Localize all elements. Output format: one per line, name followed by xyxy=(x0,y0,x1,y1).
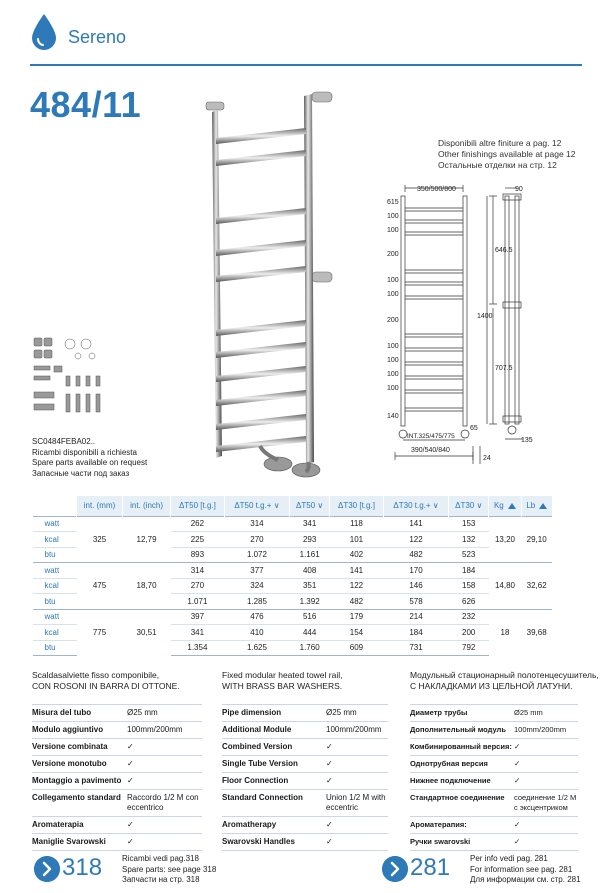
dim-interaxis: INT.325/475/775 xyxy=(407,433,455,440)
intro-line: WITH BRASS BAR WASHERS. xyxy=(222,681,343,691)
value-cell: 1.161 xyxy=(290,547,330,563)
value-cell: 122 xyxy=(383,532,448,548)
dim-depth-bottom: 135 xyxy=(521,437,533,444)
feature-value: ✓ xyxy=(514,773,578,790)
feature-value: ✓ xyxy=(326,834,388,851)
page-number: 281 xyxy=(410,854,451,881)
table-row xyxy=(410,773,578,790)
feature-key: Дополнительный модуль xyxy=(410,722,514,739)
value-cell: 101 xyxy=(330,532,384,548)
features-table-it xyxy=(32,704,202,851)
feature-key: Aromatherapy xyxy=(222,817,326,834)
header-dt50-tg: ΔT50 [t.g.] xyxy=(171,496,225,516)
value-cell: 626 xyxy=(449,594,489,610)
spare-parts-image xyxy=(32,336,110,428)
dim-spacing-11: 100 xyxy=(387,385,399,392)
value-cell: 523 xyxy=(449,547,489,563)
dim-spacing-7: 200 xyxy=(387,317,399,324)
finishes-note-it: Disponibili altre finiture a pag. 12 xyxy=(438,138,562,148)
intro-en xyxy=(222,670,388,700)
feature-value: ✓ xyxy=(127,817,202,834)
feature-value: ✓ xyxy=(514,817,578,834)
value-cell: 146 xyxy=(383,578,448,594)
value-cell: 397 xyxy=(171,609,225,625)
chevron-down-icon: ∨ xyxy=(273,501,280,511)
value-cell: 476 xyxy=(224,609,289,625)
value-cell: 444 xyxy=(290,625,330,641)
footer-text xyxy=(470,854,581,886)
page-number: 318 xyxy=(62,854,103,881)
header xyxy=(0,0,613,68)
footer-line: Запчасти на стр. 318 xyxy=(122,875,200,884)
header-kg-label: Kg xyxy=(493,501,504,511)
int-mm-cell: 325 xyxy=(77,516,123,563)
lb-cell: 32,62 xyxy=(521,563,552,610)
int-mm-cell: 475 xyxy=(77,563,123,610)
feature-key: Misura del tubo xyxy=(32,705,127,722)
dim-height-upper: 646.5 xyxy=(495,247,513,254)
feature-key: Aromaterapia xyxy=(32,817,127,834)
features-table-ru xyxy=(410,704,578,851)
header-lb-label: Lb xyxy=(526,501,536,511)
water-drop-icon xyxy=(30,13,58,51)
int-inch-cell: 30,51 xyxy=(123,609,171,656)
intro-line: Scaldasalviette fisso componibile, xyxy=(32,670,160,680)
int-mm-cell: 775 xyxy=(77,609,123,656)
feature-value: ✓ xyxy=(326,756,388,773)
value-cell: 516 xyxy=(290,609,330,625)
feature-value: ✓ xyxy=(514,739,578,756)
feature-value: 100mm/200mm xyxy=(514,722,578,739)
table-row xyxy=(222,739,388,756)
value-cell: 324 xyxy=(224,578,289,594)
feature-value: Ø25 mm xyxy=(514,705,578,722)
dim-spacing-5: 100 xyxy=(387,277,399,284)
value-cell: 262 xyxy=(171,516,225,532)
feature-value: Union 1/2 M with eccentric xyxy=(326,790,388,817)
unit-label: kcal xyxy=(33,532,77,548)
value-cell: 1.354 xyxy=(171,640,225,656)
dim-spacing-1: 615 xyxy=(387,199,399,206)
header-int-mm: int. (mm) xyxy=(77,496,123,516)
intro-it xyxy=(32,670,202,700)
feature-key: Montaggio a pavimento xyxy=(32,773,127,790)
feature-key: Single Tube Version xyxy=(222,756,326,773)
feature-key: Ручки swarovski xyxy=(410,834,514,851)
feature-value: 100mm/200mm xyxy=(326,722,388,739)
value-cell: 314 xyxy=(171,563,225,579)
value-cell: 609 xyxy=(330,640,384,656)
table-row xyxy=(32,756,202,773)
feature-value: ✓ xyxy=(514,834,578,851)
header-dt50-tg-plus xyxy=(224,496,289,516)
feature-key: Standard Connection xyxy=(222,790,326,817)
feature-key: Maniglie Svarowski xyxy=(32,834,127,851)
intro-ru xyxy=(410,670,599,700)
dim-spacing-6: 100 xyxy=(387,291,399,298)
finishes-note xyxy=(438,138,576,171)
footer-line: Для информации см. стр. 281 xyxy=(470,875,581,884)
finishes-note-ru: Остальные отделки на стр. 12 xyxy=(438,160,557,170)
spare-parts-en: Spare parts available on request xyxy=(32,458,148,467)
table-row xyxy=(33,563,553,579)
footer-line: Ricambi vedi pag.318 xyxy=(122,854,199,863)
feature-key: Versione combinata xyxy=(32,739,127,756)
footer-text xyxy=(122,854,216,886)
table-header-row xyxy=(33,496,553,516)
unit-label: watt xyxy=(33,609,77,625)
feature-value: ✓ xyxy=(127,834,202,851)
feature-key: Диаметр трубы xyxy=(410,705,514,722)
header-divider xyxy=(30,64,582,66)
feature-key: Стандартное соединение xyxy=(410,790,514,817)
feature-value: Raccordo 1/2 M con eccentrico xyxy=(127,790,202,817)
header-dt30-tg: ΔT30 [t.g.] xyxy=(330,496,384,516)
value-cell: 1.285 xyxy=(224,594,289,610)
feature-key: Collegamento standard xyxy=(32,790,127,817)
arrow-right-icon xyxy=(382,856,408,882)
table-row xyxy=(222,705,388,722)
table-row xyxy=(222,790,388,817)
dim-pipe-small: 24 xyxy=(483,455,491,462)
feature-value: ✓ xyxy=(326,817,388,834)
header-lb xyxy=(521,496,552,516)
intro-line: С НАКЛАДКАМИ ИЗ ЦЕЛЬНОЙ ЛАТУНИ. xyxy=(410,681,573,691)
dim-spacing-4: 200 xyxy=(387,251,399,258)
dim-depth-top: 90 xyxy=(515,186,523,193)
table-row xyxy=(222,756,388,773)
brand-name: Sereno xyxy=(68,27,127,47)
spare-parts-ru: Запасные части под заказ xyxy=(32,468,130,478)
kg-cell: 13,20 xyxy=(489,516,522,563)
table-row xyxy=(410,705,578,722)
feature-key: Combined Version xyxy=(222,739,326,756)
feature-value: Ø25 mm xyxy=(326,705,388,722)
footer-line: Per info vedi pag. 281 xyxy=(470,854,548,863)
table-row xyxy=(410,834,578,851)
table-row xyxy=(410,739,578,756)
table-row xyxy=(32,739,202,756)
value-cell: 132 xyxy=(449,532,489,548)
value-cell: 232 xyxy=(449,609,489,625)
value-cell: 158 xyxy=(449,578,489,594)
header-dt30-label: ΔT30 xyxy=(455,501,475,511)
feature-value: ✓ xyxy=(127,773,202,790)
table-row xyxy=(32,817,202,834)
weight-icon xyxy=(508,503,516,509)
value-cell: 214 xyxy=(383,609,448,625)
table-row xyxy=(222,834,388,851)
value-cell: 792 xyxy=(449,640,489,656)
arrow-right-icon xyxy=(34,856,60,882)
int-inch-cell: 12,79 xyxy=(123,516,171,563)
dim-pipe-offset: 65 xyxy=(470,425,478,432)
value-cell: 270 xyxy=(171,578,225,594)
value-cell: 122 xyxy=(330,578,384,594)
kg-cell: 14,80 xyxy=(489,563,522,610)
spare-parts-code: SC0484FEBA02.. xyxy=(32,437,96,446)
feature-value: ✓ xyxy=(514,756,578,773)
value-cell: 153 xyxy=(449,516,489,532)
header-dt30-tg-plus-label: ΔT30 t.g.+ xyxy=(393,501,431,511)
header-int-inch: int. (inch) xyxy=(123,496,171,516)
spare-parts-info xyxy=(32,437,147,479)
value-cell: 482 xyxy=(383,547,448,563)
dim-widths-top: 350/500/800 xyxy=(417,186,456,193)
dim-spacing-9: 100 xyxy=(387,357,399,364)
intro-line: Fixed modular heated towel rail, xyxy=(222,670,343,680)
dim-height-total: 1400 xyxy=(477,313,493,320)
value-cell: 118 xyxy=(330,516,384,532)
value-cell: 154 xyxy=(330,625,384,641)
feature-value: 100mm/200mm xyxy=(127,722,202,739)
value-cell: 184 xyxy=(449,563,489,579)
table-row xyxy=(222,722,388,739)
weight-icon xyxy=(539,503,547,509)
feature-key: Ароматерапия: xyxy=(410,817,514,834)
unit-label: btu xyxy=(33,594,77,610)
unit-label: btu xyxy=(33,640,77,656)
feature-key: Floor Connection xyxy=(222,773,326,790)
lb-cell: 29,10 xyxy=(521,516,552,563)
technical-drawing xyxy=(365,184,565,474)
chevron-down-icon: ∨ xyxy=(317,501,324,511)
value-cell: 179 xyxy=(330,609,384,625)
table-row xyxy=(410,756,578,773)
value-cell: 1.071 xyxy=(171,594,225,610)
value-cell: 893 xyxy=(171,547,225,563)
header-blank xyxy=(33,496,77,516)
towel-rail-product-image xyxy=(200,90,340,480)
header-dt50-label: ΔT50 xyxy=(296,501,316,511)
value-cell: 341 xyxy=(290,516,330,532)
feature-key: Additional Module xyxy=(222,722,326,739)
value-cell: 731 xyxy=(383,640,448,656)
header-kg xyxy=(489,496,522,516)
value-cell: 141 xyxy=(330,563,384,579)
int-inch-cell: 18,70 xyxy=(123,563,171,610)
feature-value: Ø25 mm xyxy=(127,705,202,722)
dim-spacing-8: 100 xyxy=(387,343,399,350)
feature-value: ✓ xyxy=(326,773,388,790)
feature-key: Versione monotubo xyxy=(32,756,127,773)
feature-value: соединение 1/2 M с эксцентриком xyxy=(514,790,578,817)
dim-spacing-2: 100 xyxy=(387,213,399,220)
unit-label: watt xyxy=(33,516,77,532)
value-cell: 408 xyxy=(290,563,330,579)
table-row xyxy=(222,773,388,790)
value-cell: 351 xyxy=(290,578,330,594)
value-cell: 293 xyxy=(290,532,330,548)
table-row xyxy=(410,790,578,817)
table-row xyxy=(222,817,388,834)
footer-line: For information see pag. 281 xyxy=(470,864,573,874)
table-row xyxy=(410,817,578,834)
features-table-en xyxy=(222,704,388,851)
header-dt50-tg-plus-label: ΔT50 t.g.+ xyxy=(234,501,272,511)
table-row xyxy=(33,516,553,532)
value-cell: 200 xyxy=(449,625,489,641)
value-cell: 1.392 xyxy=(290,594,330,610)
value-cell: 377 xyxy=(224,563,289,579)
finishes-note-en: Other finishings available at page 12 xyxy=(438,149,576,159)
footer-line: Spare parts: see page 318 xyxy=(122,864,217,874)
kg-cell: 18 xyxy=(489,609,522,656)
features-english xyxy=(222,670,388,851)
table-row xyxy=(32,773,202,790)
value-cell: 1.760 xyxy=(290,640,330,656)
spare-parts-it: Ricambi disponibili a richiesta xyxy=(32,447,137,457)
unit-label: btu xyxy=(33,547,77,563)
feature-key: Нижнее подключение xyxy=(410,773,514,790)
header-dt50 xyxy=(290,496,330,516)
table-row xyxy=(33,609,553,625)
header-dt30 xyxy=(449,496,489,516)
dim-height-lower: 707.5 xyxy=(495,365,513,372)
value-cell: 341 xyxy=(171,625,225,641)
table-row xyxy=(410,722,578,739)
feature-key: Modulo aggiuntivo xyxy=(32,722,127,739)
feature-key: Комбинированный версия: xyxy=(410,739,514,756)
value-cell: 402 xyxy=(330,547,384,563)
feature-value: ✓ xyxy=(127,739,202,756)
info-page-link[interactable] xyxy=(382,852,592,886)
chevron-down-icon: ∨ xyxy=(476,501,483,511)
dim-spacing-3: 100 xyxy=(387,227,399,234)
table-row xyxy=(32,790,202,817)
feature-key: Однотрубная версия xyxy=(410,756,514,773)
feature-value: ✓ xyxy=(326,739,388,756)
table-row xyxy=(32,705,202,722)
value-cell: 1.625 xyxy=(224,640,289,656)
value-cell: 578 xyxy=(383,594,448,610)
unit-label: kcal xyxy=(33,625,77,641)
value-cell: 170 xyxy=(383,563,448,579)
value-cell: 184 xyxy=(383,625,448,641)
dim-spacing-12: 140 xyxy=(387,413,399,420)
dim-widths-bottom: 390/540/840 xyxy=(411,447,450,454)
value-cell: 410 xyxy=(224,625,289,641)
value-cell: 314 xyxy=(224,516,289,532)
lb-cell: 39,68 xyxy=(521,609,552,656)
chevron-down-icon: ∨ xyxy=(432,501,439,511)
unit-label: kcal xyxy=(33,578,77,594)
features-italian xyxy=(32,670,202,851)
feature-key: Swarovski Handles xyxy=(222,834,326,851)
spare-parts-page-link[interactable] xyxy=(34,852,254,886)
heat-output-table xyxy=(32,496,552,656)
value-cell: 270 xyxy=(224,532,289,548)
value-cell: 1.072 xyxy=(224,547,289,563)
intro-line: Модульный стационарный полотенцесушитель, xyxy=(410,670,599,680)
feature-value: ✓ xyxy=(127,756,202,773)
dim-spacing-10: 100 xyxy=(387,371,399,378)
table-row xyxy=(32,834,202,851)
table-row xyxy=(32,722,202,739)
features-russian xyxy=(410,670,599,851)
feature-key: Pipe dimension xyxy=(222,705,326,722)
value-cell: 482 xyxy=(330,594,384,610)
value-cell: 225 xyxy=(171,532,225,548)
model-number: 484/11 xyxy=(30,84,142,125)
intro-line: CON ROSONI IN BARRA DI OTTONE. xyxy=(32,681,180,691)
value-cell: 141 xyxy=(383,516,448,532)
header-dt30-tg-plus xyxy=(383,496,448,516)
unit-label: watt xyxy=(33,563,77,579)
